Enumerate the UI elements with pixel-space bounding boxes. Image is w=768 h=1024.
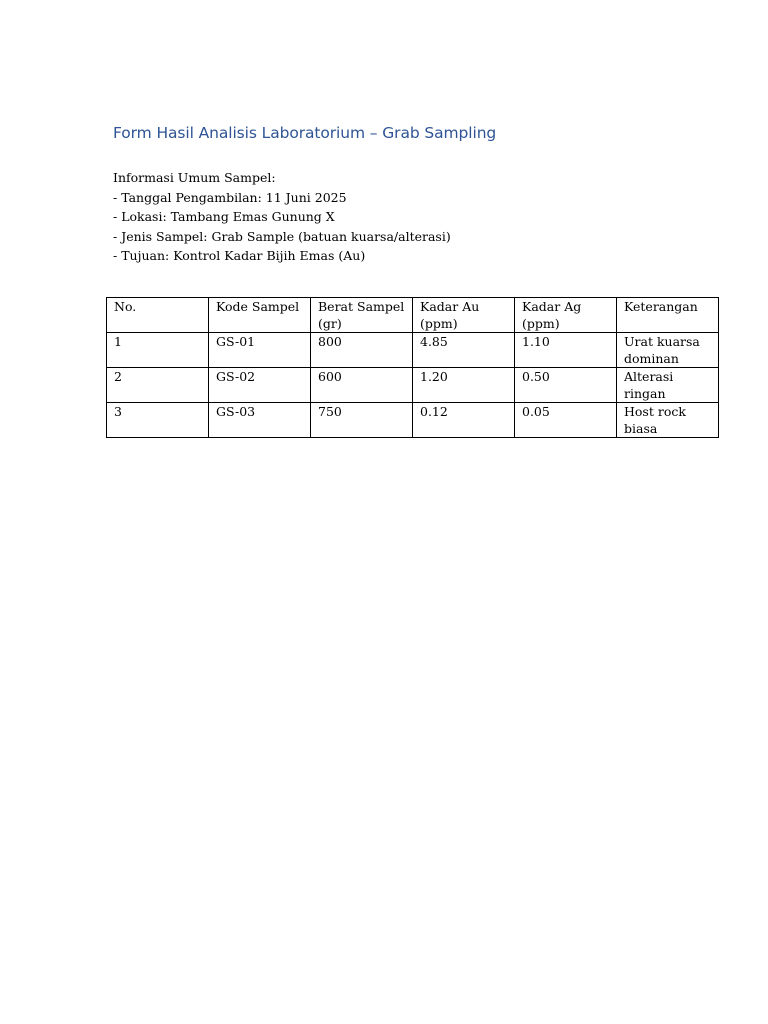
info-item-location: - Lokasi: Tambang Emas Gunung X: [113, 209, 335, 224]
sample-info-section: [113, 168, 451, 266]
document-title: Form Hasil Analisis Laboratorium – Grab Sampling: [113, 124, 497, 142]
cell-au-grade: 0.12: [413, 403, 515, 438]
cell-au-grade: 4.85: [413, 333, 515, 368]
results-table-wrapper: [106, 297, 719, 438]
cell-remarks: Host rock biasa: [617, 403, 719, 438]
cell-weight: 800: [311, 333, 413, 368]
cell-no: 1: [107, 333, 209, 368]
cell-ag-grade: 1.10: [515, 333, 617, 368]
cell-ag-grade: 0.05: [515, 403, 617, 438]
info-item-date: - Tanggal Pengambilan: 11 Juni 2025: [113, 189, 347, 205]
info-heading: Informasi Umum Sampel:: [113, 170, 276, 185]
cell-au-grade: 1.20: [413, 368, 515, 403]
cell-no: 3: [107, 403, 209, 438]
results-table: [106, 297, 719, 438]
header-cell-weight: Berat Sampel (gr): [311, 298, 413, 333]
header-cell-sample-code: Kode Sampel: [209, 298, 311, 333]
header-cell-au-grade: Kadar Au (ppm): [413, 298, 515, 333]
cell-weight: 600: [311, 368, 413, 403]
header-cell-no: No.: [107, 298, 209, 333]
cell-no: 2: [107, 368, 209, 403]
cell-ag-grade: 0.50: [515, 368, 617, 403]
cell-remarks: Alterasi ringan: [617, 368, 719, 403]
info-item-purpose: - Tujuan: Kontrol Kadar Bijih Emas (Au): [113, 248, 366, 263]
info-item-sample-type: - Jenis Sampel: Grab Sample (batuan kuarsa/alterasi): [113, 228, 451, 244]
table-header-row: [107, 298, 719, 333]
header-cell-ag-grade: Kadar Ag (ppm): [515, 298, 617, 333]
table-row: [107, 333, 719, 368]
cell-weight: 750: [311, 403, 413, 438]
cell-sample-code: GS-02: [209, 368, 311, 403]
table-row: [107, 368, 719, 403]
header-cell-remarks: Keterangan: [617, 298, 719, 333]
cell-remarks: Urat kuarsa dominan: [617, 333, 719, 368]
cell-sample-code: GS-01: [209, 333, 311, 368]
table-row: [107, 403, 719, 438]
cell-sample-code: GS-03: [209, 403, 311, 438]
